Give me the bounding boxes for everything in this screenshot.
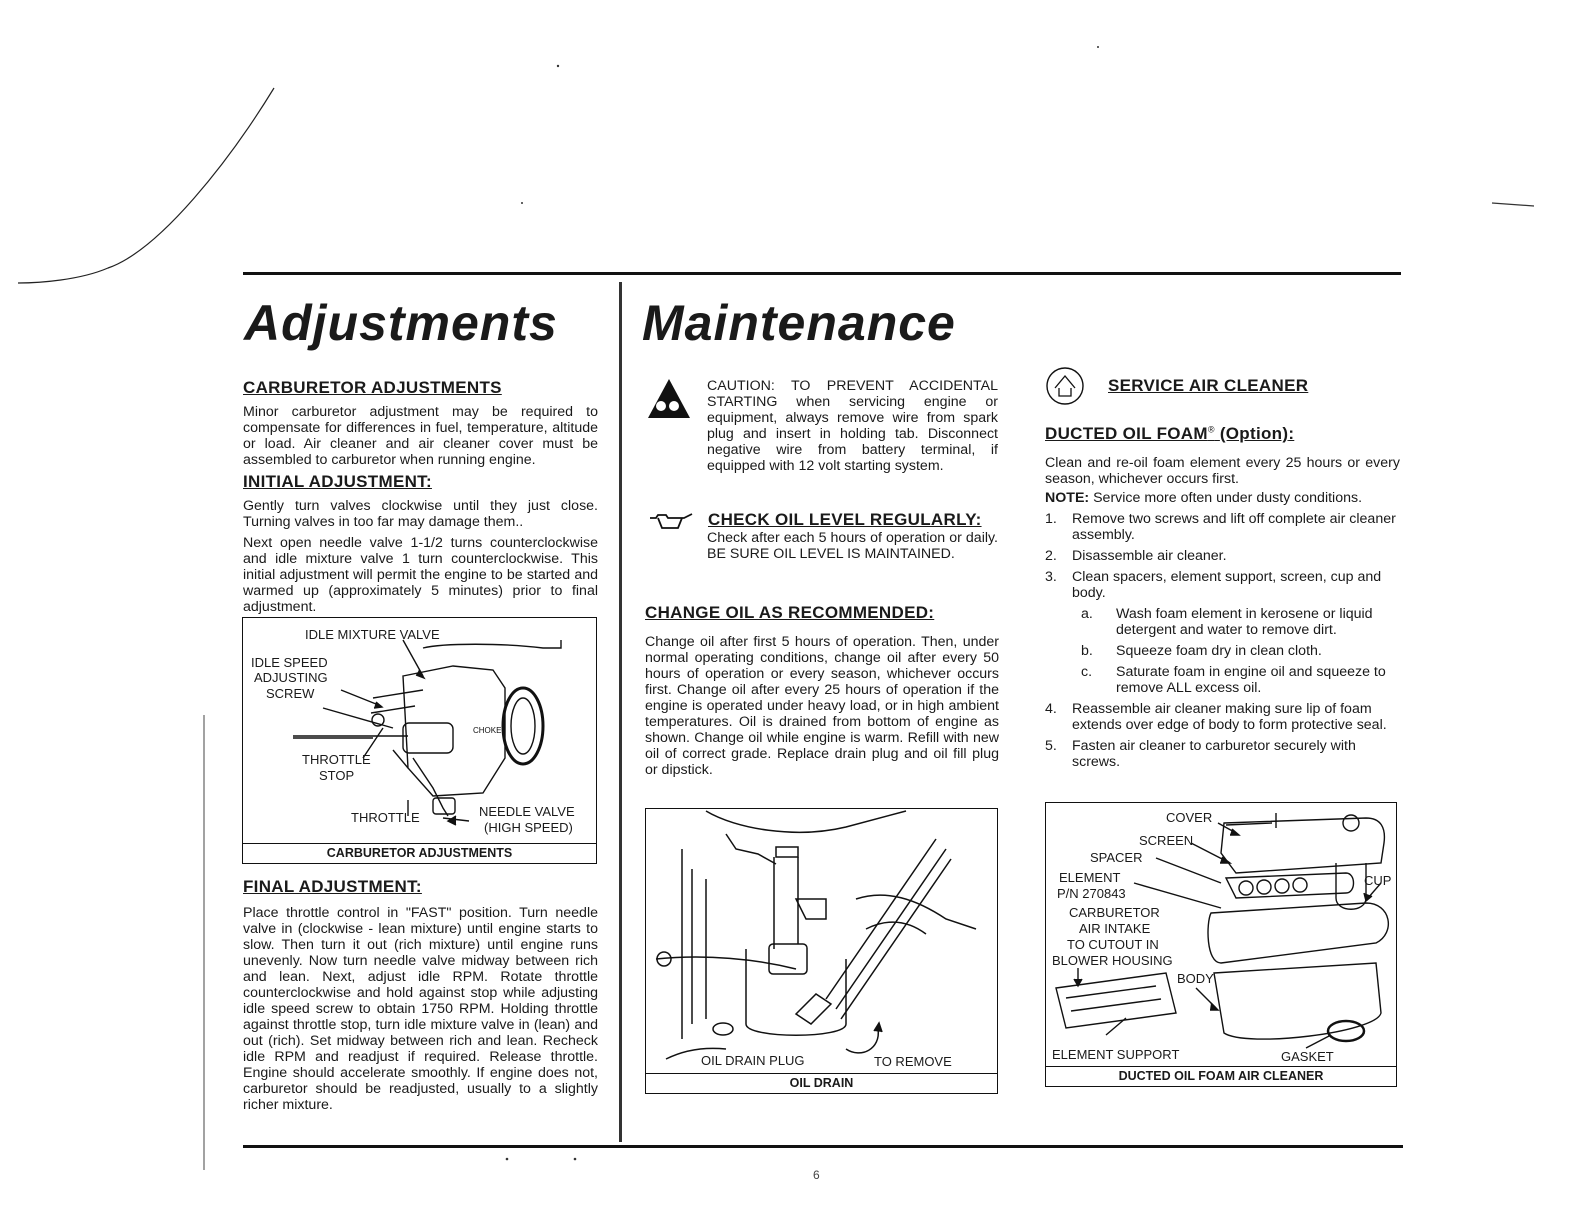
air-cleaner-steps <box>1045 511 1400 775</box>
substep-item: a. Wash foam element in kerosene or liquid detergent and water to remove dirt. <box>1081 606 1373 638</box>
label-to-remove: TO REMOVE <box>874 1054 952 1069</box>
ducted-oil-foam-heading: DUCTED OIL FOAM® (Option): <box>1045 424 1295 443</box>
label-idle-mixture-valve: IDLE MIXTURE VALVE <box>305 627 440 642</box>
label-adjusting: ADJUSTING <box>254 670 328 685</box>
warning-icon <box>646 376 692 420</box>
label-cover: COVER <box>1166 810 1213 825</box>
step-item: 5. Fasten air cleaner to carburetor securely with screws. <box>1045 738 1356 770</box>
change-oil-heading: CHANGE OIL AS RECOMMENDED: <box>645 603 935 622</box>
initial-adjustment-heading: INITIAL ADJUSTMENT: <box>243 472 432 491</box>
air-cleaner-figure <box>1045 802 1397 1087</box>
oil-drain-figure <box>645 808 998 1094</box>
label-gasket: GASKET <box>1281 1049 1334 1064</box>
bottom-rule <box>243 1145 1403 1148</box>
label-screw: SCREW <box>266 686 315 701</box>
oil-drain-illustration <box>646 809 997 1073</box>
label-idle-speed: IDLE SPEED <box>251 655 328 670</box>
final-adjustment-heading: FINAL ADJUSTMENT: <box>243 877 422 896</box>
label-body: BODY <box>1177 971 1214 986</box>
adjustments-title: Adjustments <box>244 295 558 351</box>
registered-mark: ® <box>1207 424 1215 435</box>
substep-item: c. Saturate foam in engine oil and squeeze to remove ALL excess oil. <box>1081 664 1386 696</box>
substep-item: b. Squeeze foam dry in clean cloth. <box>1081 643 1322 659</box>
check-oil-heading: CHECK OIL LEVEL REGULARLY: <box>708 510 982 529</box>
label-element-support: ELEMENT SUPPORT <box>1052 1047 1180 1062</box>
label-needle-valve: NEEDLE VALVE <box>479 804 575 819</box>
caution-text: CAUTION: TO PREVENT ACCIDENTAL STARTING when servicing engine or equipment, always remove wire from spark plug and insert in holding tab. Disconnect negative wire from battery terminal, if equipped with 12 volt starting system. <box>707 378 998 474</box>
check-oil-text: Check after each 5 hours of operation or daily. BE SURE OIL LEVEL IS MAINTAINED. <box>707 530 998 562</box>
step-item: 4. Reassemble air cleaner making sure lip of foam extends over edge of body to form protective seal. <box>1045 701 1387 733</box>
label-element: ELEMENT <box>1059 870 1121 885</box>
oil-drain-figure-caption: OIL DRAIN <box>646 1073 997 1093</box>
note-line <box>1045 490 1405 506</box>
carburetor-figure <box>242 617 597 864</box>
oil-can-icon <box>648 512 696 530</box>
label-screen: SCREEN <box>1139 833 1194 848</box>
initial-adjustment-text-1: Gently turn valves clockwise until they just close. Turning valves in too far may damage them.. <box>243 498 598 530</box>
label-oil-drain-plug: OIL DRAIN PLUG <box>701 1053 805 1068</box>
note-text: Service more often under dusty conditions. <box>1093 490 1363 506</box>
label-carburetor: CARBURETOR <box>1069 905 1160 920</box>
step-item: 3. Clean spacers, element support, screen, cup and body. <box>1045 569 1382 601</box>
label-throttle-stop-2: STOP <box>319 768 355 783</box>
final-adjustment-text: Place throttle control in "FAST" position. Turn needle valve in (clockwise - lean mixture) until engine starts to slow. Then turn it out (rich mixture) until engine runs unevenly. Now turn needle valve midway between rich and lean. Next, adjust idle RPM. Rotate throttle counterclockwise and hold against stop while adjusting idle speed screw to obtain 1750 RPM. Holding throttle against throttle stop, turn idle mixture valve in (lean) and out (rich). Set midway between rich and lean. Recheck idle RPM and readjust if required. Release throttle. Engine should accelerate smoothly. If engine does not, carburetor should be readjusted, usually to a slightly richer mixture. <box>243 905 598 1113</box>
page-number: 6 <box>813 1168 820 1182</box>
option-label: (Option) <box>1219 424 1289 443</box>
change-oil-text: Change oil after first 5 hours of operation. Then, under normal operating conditions, change oil after every 50 hours of operation or every season, whichever occurs first. Change oil after every 25 hours of operation if the engine is operated under heavy load, or in high ambient temperatures. Oil is drained from bottom of engine as shown. Change oil while engine is warm. Refill with new oil of correct grade. Replace drain plug and oil fill plug or dipstick. <box>645 634 999 778</box>
label-air-intake: AIR INTAKE <box>1079 921 1151 936</box>
top-rule <box>243 272 1401 275</box>
label-throttle: THROTTLE <box>351 810 420 825</box>
carburetor-adjustments-text: Minor carburetor adjustment may be required to compensate for differences in fuel, temperature, altitude or load. Air cleaner and air cleaner cover must be assembled to carburetor when running engine. <box>243 404 598 468</box>
initial-adjustment-text-2: Next open needle valve 1-1/2 turns counterclockwise and idle mixture valve 1 turn counterclockwise. This initial adjustment will permit the engine to be started and warmed up (approximately 5 minutes) prior to final adjustment. <box>243 535 598 615</box>
air-cleaner-figure-caption: DUCTED OIL FOAM AIR CLEANER <box>1046 1066 1396 1086</box>
step-item: 2. Disassemble air cleaner. <box>1045 548 1227 564</box>
column-divider <box>619 282 622 1142</box>
label-spacer: SPACER <box>1090 850 1143 865</box>
label-part-number: P/N 270843 <box>1057 886 1126 901</box>
svg-text:CHOKE: CHOKE <box>473 726 502 735</box>
label-cup: CUP <box>1364 873 1392 888</box>
air-cleaner-icon <box>1045 366 1085 406</box>
step-item: 1. Remove two screws and lift off complete air cleaner assembly. <box>1045 511 1396 543</box>
carburetor-adjustments-heading: CARBURETOR ADJUSTMENTS <box>243 378 502 397</box>
label-blower-housing: BLOWER HOUSING <box>1052 953 1173 968</box>
note-label: NOTE: <box>1045 490 1090 506</box>
label-high-speed: (HIGH SPEED) <box>484 820 573 835</box>
maintenance-title: Maintenance <box>642 295 956 351</box>
label-throttle-stop-1: THROTTLE <box>302 752 371 767</box>
ducted-oil-foam-label: DUCTED OIL FOAM <box>1045 424 1208 443</box>
air-cleaner-intro: Clean and re-oil foam element every 25 hours or every season, whichever occurs first. <box>1045 455 1400 487</box>
service-air-cleaner-heading: SERVICE AIR CLEANER <box>1108 376 1309 395</box>
carburetor-figure-caption: CARBURETOR ADJUSTMENTS <box>243 843 596 863</box>
label-to-cutout-in: TO CUTOUT IN <box>1067 937 1159 952</box>
